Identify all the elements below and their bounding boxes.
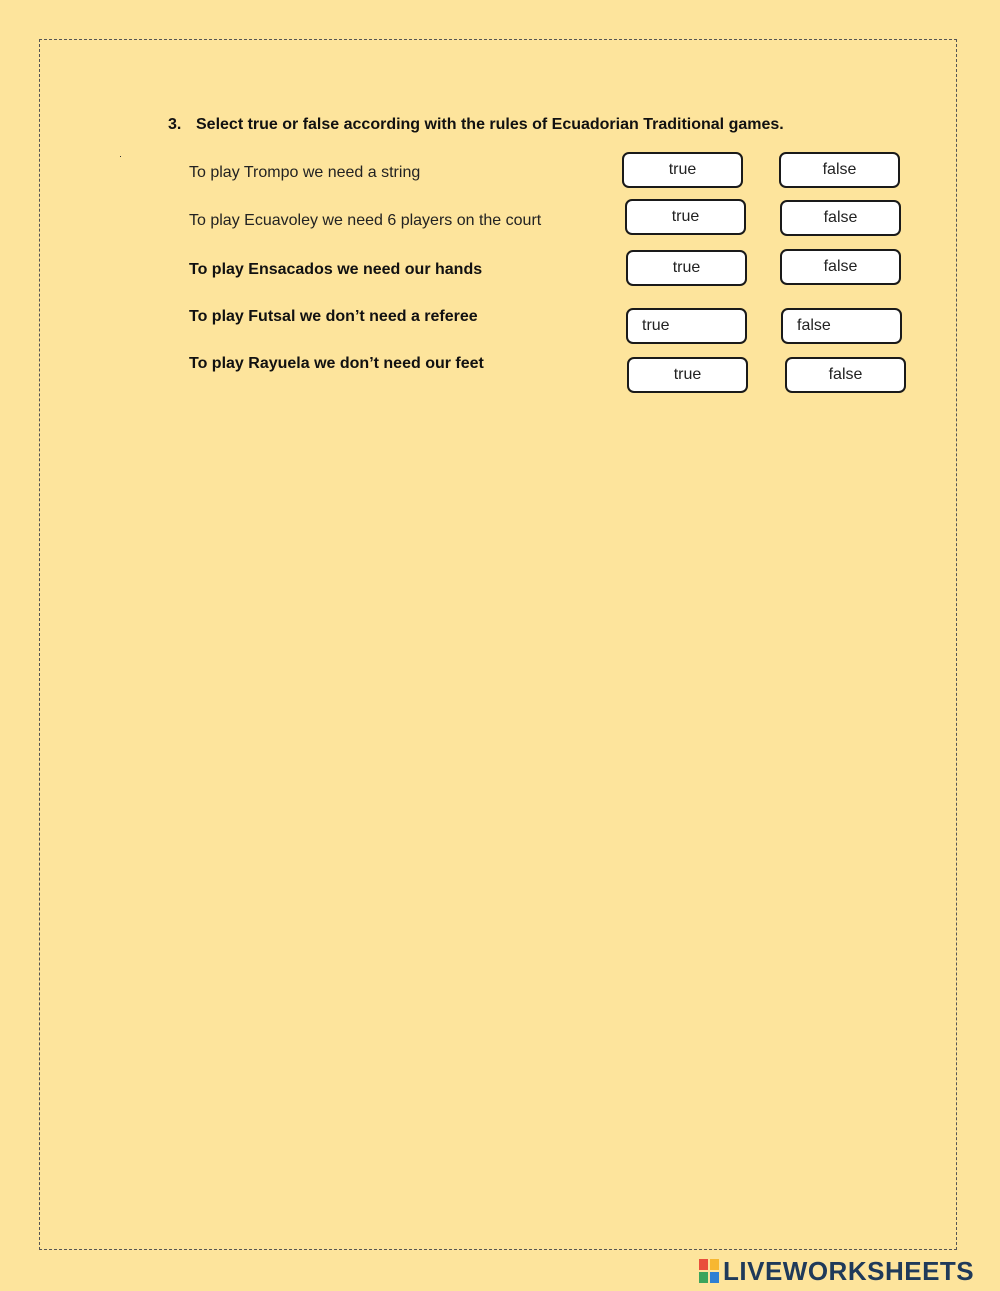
question-text: Select true or false according with the rules of Ecuadorian Traditional games. [196,116,784,133]
statement-ecuavoley: To play Ecuavoley we need 6 players on the court [189,212,542,229]
statement-ensacados: To play Ensacados we need our hands [189,261,483,278]
false-button-futsal[interactable]: false [781,308,902,344]
brand-name: LIVEWORKSHEETS [723,1256,975,1286]
liveworksheets-logo-icon [698,1258,720,1284]
false-button-ecuavoley[interactable]: false [780,200,901,236]
true-button-rayuela[interactable]: true [627,357,748,393]
statement-trompo: To play Trompo we need a string [189,164,421,181]
statement-futsal: To play Futsal we don’t need a referee [189,308,478,325]
logo-tile [698,1271,709,1284]
true-button-trompo[interactable]: true [622,152,743,188]
logo-tile [698,1258,709,1271]
stray-dot [120,156,121,157]
true-button-futsal[interactable]: true [626,308,747,344]
logo-tile [709,1271,720,1284]
false-button-trompo[interactable]: false [779,152,900,188]
logo-tile [709,1258,720,1271]
true-button-ecuavoley[interactable]: true [625,199,746,235]
question-number: 3. [168,116,182,133]
false-button-ensacados[interactable]: false [780,249,901,285]
liveworksheets-brand [698,1257,974,1285]
false-button-rayuela[interactable]: false [785,357,906,393]
question-heading [168,116,784,134]
true-button-ensacados[interactable]: true [626,250,747,286]
statement-rayuela: To play Rayuela we don’t need our feet [189,355,484,372]
